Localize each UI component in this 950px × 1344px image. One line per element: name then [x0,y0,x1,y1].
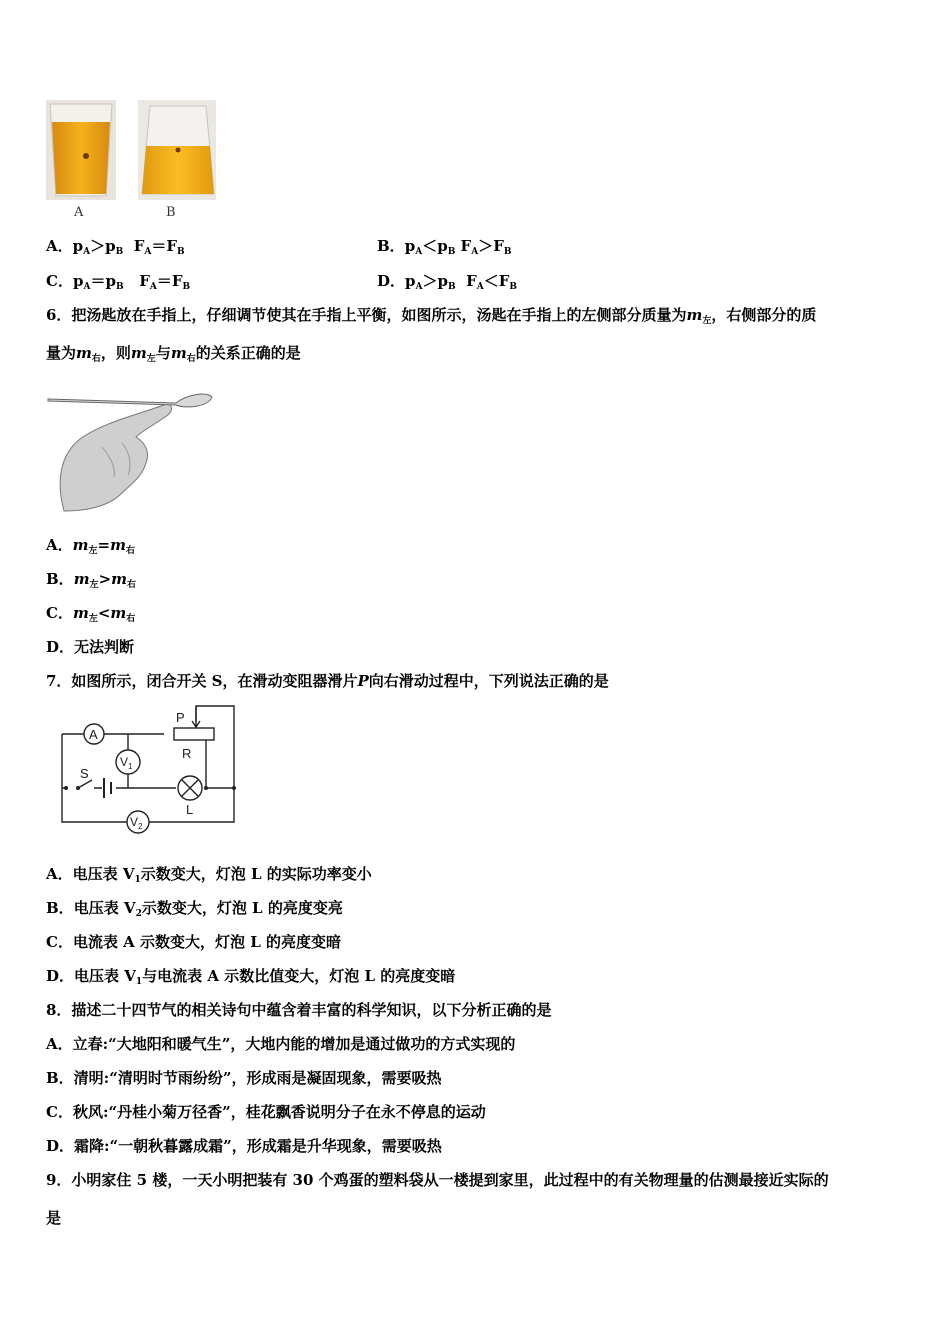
q6-option-d[interactable]: D．无法判断 [46,638,135,656]
q5-option-a[interactable]: A．$p_A>p_B$ $F_A=F_B$ [46,237,185,257]
battery [104,778,111,798]
q6-stem-line2: 量为$m_右$，则$m_左$与$m_右$的关系正确的是 [46,344,301,364]
q9-stem-line1: 9．小明家住 5 楼，一天小明把装有 30 个鸡蛋的塑料袋从一楼提到家里，此过程中的有关物理量的估测最接近实际的 [46,1171,829,1189]
q6-option-c[interactable]: C．$m_左<m_右$ [46,604,136,624]
cup-b-label: B [166,205,176,220]
cup-a-juice [52,122,110,194]
q9-stem-line2: 是 [46,1209,62,1227]
q8-option-d[interactable]: D．霜降:“一朝秋暮露成霜”，形成霜是升华现象，需要吸热 [46,1137,442,1155]
q5-option-d[interactable]: D．$p_A>p_B$ $F_A<F_B$ [377,272,517,292]
v1-sub: 1 [128,762,133,771]
q6-stem-line1: 6．把汤匙放在手指上，仔细调节使其在手指上平衡，如图所示，汤匙在手指上的左侧部分质量为$m_左$，右侧部分的质 [46,306,817,326]
q5-option-c[interactable]: C．$p_A=p_B$ $F_A=F_B$ [46,272,191,292]
cup-a-label: A [74,205,84,220]
hand [60,405,171,511]
q7-stem: 7．如图所示，闭合开关 S，在滑动变阻器滑片P向右滑动过程中，下列说法正确的是 [46,672,609,690]
switch-label: S [80,766,89,781]
spoon [48,394,212,407]
resistor-label: R [182,746,192,761]
q7-option-c[interactable]: C．电流表 A 示数变大，灯泡 L 的亮度变暗 [46,933,342,951]
cups-figure [46,100,218,220]
q7-option-a[interactable]: A．电压表 $V_1$示数变大，灯泡 L 的实际功率变小 [46,865,372,885]
q7-option-d[interactable]: D．电压表 $V_1$与电流表 A 示数比值变大，灯泡 L 的亮度变暗 [46,967,456,987]
q8-option-a[interactable]: A．立春:“大地阳和暖气生”，大地内能的增加是通过做功的方式实现的 [46,1035,516,1053]
q5-option-b[interactable]: B．$p_A<p_B$ $F_A>F_B$ [377,237,512,257]
slider-arrow [192,706,200,727]
q6-option-b[interactable]: B．$m_左>m_右$ [46,570,137,590]
q8-option-b[interactable]: B．清明:“清明时节雨纷纷”，形成雨是凝固现象，需要吸热 [46,1069,442,1087]
slider-label: P [176,710,185,725]
circuit-diagram [56,702,242,838]
v1-label: V [120,755,129,769]
resistor [174,728,214,740]
cup-b-juice [142,146,214,194]
q7-option-b[interactable]: B．电压表 $V_2$示数变大，灯泡 L 的亮度变亮 [46,899,343,919]
v2-label: V [130,815,139,829]
ammeter-label: A [89,727,98,742]
v2-sub: 2 [138,822,143,831]
spoon-on-finger-figure [46,385,214,515]
lamp-label: L [186,802,194,817]
q8-stem: 8．描述二十四节气的相关诗句中蕴含着丰富的科学知识，以下分析正确的是 [46,1001,552,1019]
q8-option-c[interactable]: C．秋风:“丹桂小菊万径香”，桂花飘香说明分子在永不停息的运动 [46,1103,486,1121]
q6-option-a[interactable]: A．$m_左=m_右$ [46,536,135,556]
